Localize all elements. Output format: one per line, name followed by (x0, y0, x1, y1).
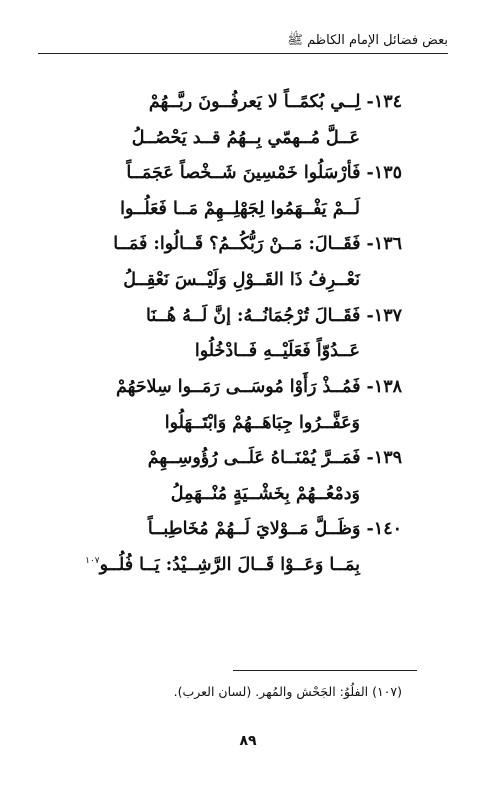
running-header (38, 32, 448, 51)
verse-138-first-hemistich: ١٣٨- فَمُــذْ رَأَوْا مُوسَــى رَمَــوا سِلاحَهُمْ (115, 377, 402, 397)
honorific-symbol: ﷺ (287, 33, 304, 48)
verse-140-second-hemistich (85, 555, 360, 575)
verse-139-second-hemistich: وَدمْعُــهُمْ بِخَشْــيَةٍ مُنْــهَمِلُ (170, 484, 360, 504)
verse-140-first-hemistich: ١٤٠- وَظَــلَّ مَــوْلايَ لَــهُمْ مُخَاطِبــاً (147, 519, 402, 539)
footnote-rule (233, 670, 417, 671)
verse-138-second-hemistich: وَعَفَّــرُوا جِبَاهَــهُمْ وَابْتَــهَلُوا (164, 413, 360, 433)
verse-135-first-hemistich: ١٣٥- فَأرْسَلُوا خَمْسِينَ شَــخْصاً عَجَمَــاً (126, 163, 402, 183)
footnote-reference-107: ١٠٧ (85, 556, 100, 567)
verse-139-first-hemistich: ١٣٩- فَمَــرَّ يُمْنَــاهُ عَلَــى رُؤُوسِــهِمْ (147, 448, 402, 468)
verse-140-second-hemistich-text: بِمَــا وَعَــوْا قَــالَ الرَّشِــيْدُ: يَــا فُلُــو (99, 555, 360, 575)
footnote-107: (١٠٧) الفلُوُ: الجَحْش والمُهر. (لسان العرب). (173, 684, 402, 699)
page-number: ٨٩ (239, 733, 257, 749)
verse-137-second-hemistich: عَــدُوّاً فَعَلَيْــهِ فَــادْخُلُوا (194, 341, 360, 361)
header-rule (38, 53, 448, 54)
verse-134-second-hemistich: عَــلَّ مُــهمّي بِــهُمُ قــد يَحْصُــلُ (131, 128, 360, 148)
verse-135-second-hemistich: لَــمْ يَفْــهَمُوا لِجَهْلِــهِمْ مَــا فَعَلُــوا (120, 199, 360, 219)
verse-134-first-hemistich: ١٣٤- لِــي بُكمًــاً لا يَعرفُــونَ ربَّــهُمْ (148, 92, 402, 112)
verse-137-first-hemistich: ١٣٧- فَقَــالَ تُرْجُمَانُــهُ: إنَّ لَــهُ هُــنَا (146, 306, 402, 326)
verse-136-second-hemistich: نَعْــرِفُ ذَا القَــوْلِ وَلَيْــسَ نَعْقِــلُ (123, 270, 360, 290)
verse-136-first-hemistich: ١٣٦- فَقَــالَ: مَــنْ رَبُّكُــمُ؟ قَــالُوا: فَمَــا (113, 234, 402, 254)
header-title: بعض فضائل الإمام الكاظم (307, 33, 448, 48)
